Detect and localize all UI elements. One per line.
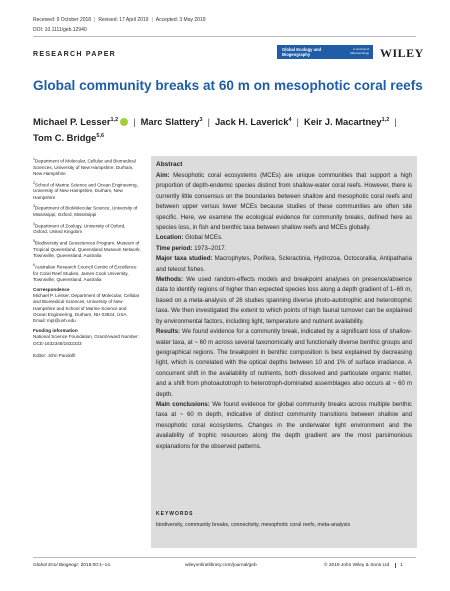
keywords-heading: KEYWORDS [156,511,194,517]
citation-details: 2019;00:1–14. [80,563,112,568]
author[interactable]: Marc Slattery$^3$ [140,116,203,128]
abstract-location: Location: Global MCEs. [156,234,223,242]
abstract-results: Results: We found evidence for a community break, indicated by a significant loss of shallow-water taxa, at ~ 60 m across several taxonomically and functionally diverse benthic groups and geographical regions. The breakpoint in benthic composition is best explained by decreasing light, which is correlated with the optical depths between 10 and 1% of surface irradiance. A concurrent shift in the availability of nutrients, both dissolved and particulate organic matter, and a shift from photoautotroph to heterotroph-dominated assemblages also occurs at ~ 60 m depth. [156,328,412,398]
journal-url[interactable]: wileyonlinelibrary.com/journal/geb [185,563,257,568]
editor: Editor: John Pandolfi [33,352,76,358]
correspondence-heading: Correspondence [33,286,70,292]
citation [33,563,111,568]
author[interactable]: Michael P. Lesser$^{1,2}$ [33,116,119,128]
revised-date: Revised: 17 April 2019 [98,17,149,23]
copyright: © 2019 John Wiley & Sons Ltd 1 [324,563,403,568]
affiliation: $^6$Australian Research Council Centre of Excellence for Coral Reef Studies, James Cook University, Townsville, Queensland, Australia [33,262,137,282]
author[interactable]: Keir J. Macartney$^{1,2}$ [303,116,390,128]
affiliation: $^3$Department of BioMolecular Science, University of Mississippi, Oxford, Mississippi [33,204,138,218]
orcid-icon[interactable] [120,118,128,126]
paper-type: RESEARCH PAPER [33,51,117,58]
affiliation: $^4$Department of Zoology, University of Oxford, Oxford, United Kingdom [33,221,126,235]
abstract-conclusions: Main conclusions: We found evidence for global community breaks across multiple benthic taxa at ~ 60 m depth, indicative of distinct community transitions between shallow and mesophotic coral ecosystems. Changes in the underwater light environment and the availability of trophic resources along the depth gradient are the most parsimonious explanations for the observed patterns. [156,400,412,450]
author[interactable]: Jack H. Laverick$^4$ [214,116,292,128]
affiliation: $^5$Biodiversity and Geosciences Program, Museum of Tropical Queensland, Queensland Museum Network, Townsville, Queensland, Australia [33,239,141,259]
abstract-box [151,156,417,548]
abstract-methods: Methods: We used random-effects models and breakpoint analyses on presence/absence data to identify regions of higher than expected species loss along a depth gradient of 1–69 m, based on a meta-analysis of 26 studies spanning diverse photo-autotrophic and heterotrophic taxa. We then investigated the extent to which points of high faunal turnover can be explained by environmental factors, including light, temperature and nutrient availability. [156,276,412,325]
correspondence-text: Michael P. Lesser, Department of Molecular, Cellular and Biomedical Sciences, University of New Hampshire and School of Marine Science and Ocean Engineering, Durham, NH 03824, USA. [33,293,140,317]
author-list: Michael P. Lesser$^{1,2}$ | Marc Slattery$^3$ | Jack H. Laverick$^4$ | Keir J. Macartney$^{1,2}$ | Tom C. Bridge$^{5,6}$ [33,116,397,144]
article-dates: Received: 9 October 2018 | Revised: 17 April 2019 | Accepted: 3 May 2019 [33,17,206,23]
abstract-taxa: Major taxa studied: Macrophytes, Porifera, Scleractinia, Hydrozoa, Octocorallia, Antipatharia and teleost fishes. [156,255,412,273]
accepted-date: Accepted: 3 May 2019 [155,17,206,23]
doi[interactable]: DOI: 10.1111/geb.12940 [33,27,87,33]
author[interactable]: Tom C. Bridge$^{5,6}$ [33,132,105,144]
abstract-time-period: Time period: 1973–2017. [156,244,227,252]
received-date: Received: 9 October 2018 [33,17,92,23]
affiliation: $^2$School of Marine Science and Ocean Engineering, University of New Hampshire, Durham, New Hampshire [33,180,138,200]
correspondence-email[interactable]: Email: mpl@unh.edu [33,317,76,323]
abstract-aim: Aim: Mesophotic coral ecosystems (MCEs) are unique communities that support a high proportion of depth-endemic species distinct from shallow-water coral reefs. However, there is currently little consensus on the boundaries between shallow and mesophotic coral reefs and between upper versus lower MCEs because studies of these communities are often site specific. Here, we examine the ecological evidence for community breaks, defined here as species loss, in fish and benthic taxa between shallow reefs and MCEs globally. [156,172,413,232]
article-sidebar [33,156,141,363]
abstract-heading: Abstract [156,161,183,168]
footer-divider [33,557,416,558]
funding-text: National Science Foundation, Grant/Award Number: OCE-1632348/1632333 [33,334,139,346]
citation-journal: Global Ecol Biogeogr. [33,563,80,568]
publisher-logo[interactable]: WILEY [380,46,424,60]
abstract-body [156,171,412,452]
keywords-list: biodiversity, community breaks, connectivity, mesophotic coral reefs, meta-analysis [156,522,351,528]
funding-heading: Funding information [33,328,78,334]
article-title: Global community breaks at 60 m on mesophotic coral reefs [33,78,423,93]
journal-society: A Journal of Macroecology [350,47,369,55]
page-number: 1 [395,563,403,568]
affiliation: $^1$Department of Molecular, Cellular and Biomedical Sciences, University of New Hampshire, Durham, New Hampshire [33,157,136,176]
journal-logo[interactable] [277,45,373,59]
journal-name: Global Ecology and Biogeography [282,46,322,57]
header-divider [33,36,416,37]
